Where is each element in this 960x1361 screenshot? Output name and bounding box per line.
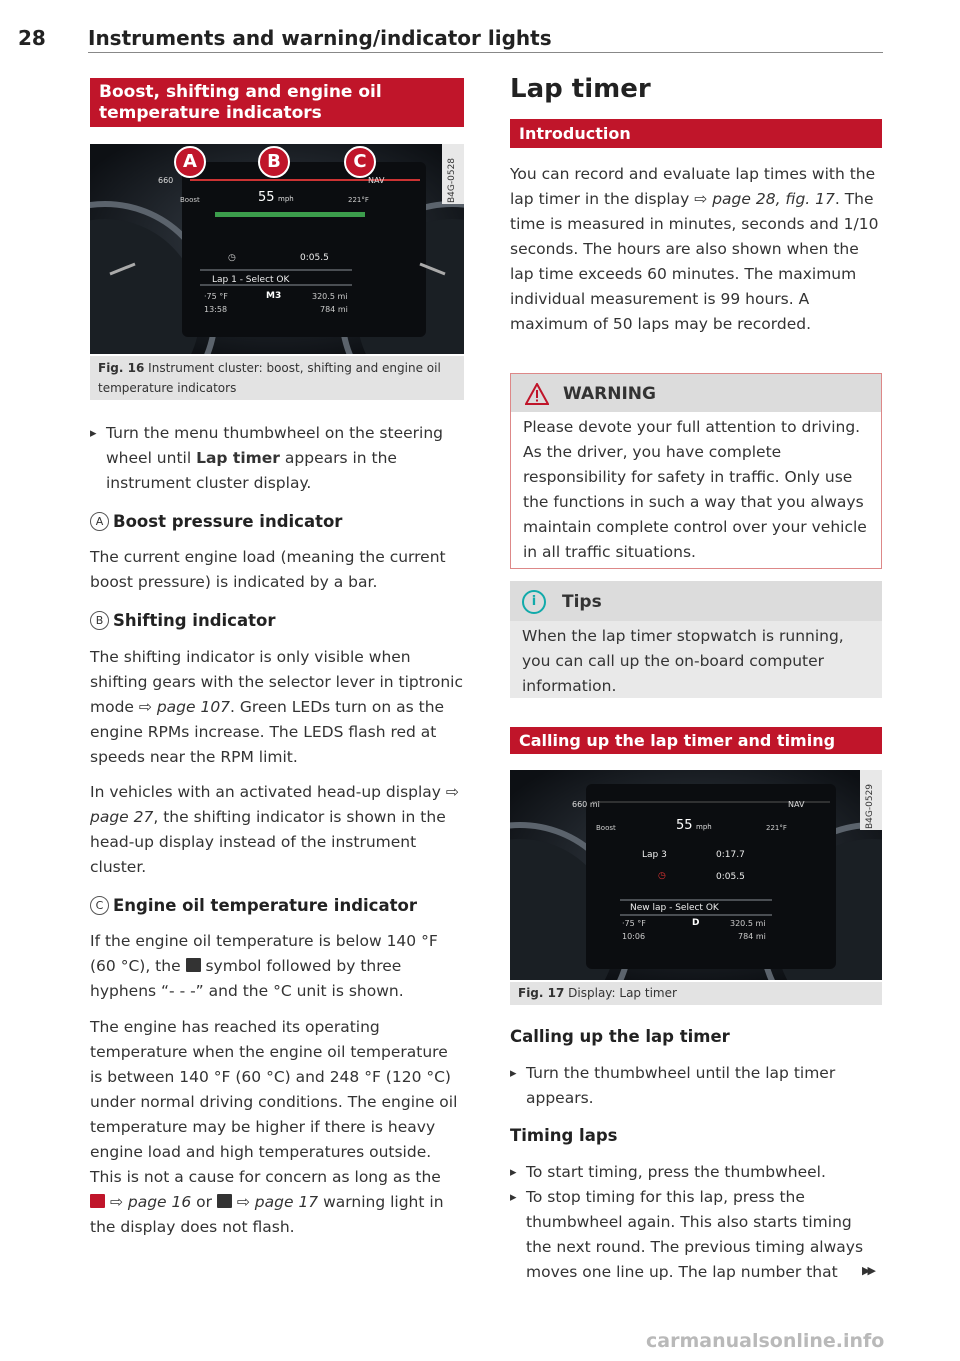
outside-temp: ·75 °F	[622, 919, 646, 928]
nav-label: NAV	[368, 176, 385, 185]
coolant-temp: 221°F	[766, 824, 787, 832]
caption-text: Instrument cluster: boost, shifting and engine oil temperature indicators	[98, 361, 441, 395]
odometer-value: 784 mi	[738, 932, 766, 941]
figure-17-caption	[510, 982, 882, 1005]
clock-value: 13:58	[204, 305, 228, 314]
gear-indicator: D	[692, 918, 700, 928]
running-header: Instruments and warning/indicator lights	[88, 26, 552, 50]
para-boost: The current engine load (meaning the current boost pressure) is indicated by a bar.	[90, 548, 446, 591]
lap-timer-title: Lap timer	[510, 74, 651, 104]
figure-17	[510, 770, 882, 980]
outside-temp: ·75 °F	[204, 292, 228, 301]
heading-oil-temp: C Engine oil temperature indicator	[90, 896, 464, 915]
figure-code: B4G-0529	[865, 783, 875, 829]
heading-boost-pressure: A Boost pressure indicator	[90, 512, 464, 531]
warning-header	[511, 374, 881, 412]
boost-badge: 660	[158, 176, 174, 185]
para-shifting-1: The shifting indicator is only visible when shifting gears with the selector lever in tiptronic mode ⇨ page 107. Green LEDs turn on as the engine RPMs increase. The LEDS flash red at speeds near the RPM limit.	[90, 648, 463, 766]
step-stop-timing: ▸ To stop timing for this lap, press the thumbwheel again. This also starts timing the next round. The previous timing always moves one line up. The lap number that	[510, 1185, 882, 1285]
section-bar-calling-up: Calling up the lap timer and timing	[510, 727, 882, 754]
timer-value: 0:05.5	[716, 872, 745, 882]
step-calling-up: ▸ Turn the thumbwheel until the lap timer appears.	[510, 1061, 882, 1111]
step-start-timing: ▸ To start timing, press the thumbwheel.	[510, 1160, 882, 1185]
para-shifting-2: In vehicles with an activated head-up display ⇨ page 27, the shifting indicator is shown in the head-up display instead of the instrument cluster.	[90, 783, 459, 876]
boost-label: Boost	[180, 196, 200, 204]
heading-timing-laps: Timing laps	[510, 1126, 618, 1145]
tips-header	[510, 581, 882, 621]
section-bar-boost: Boost, shifting and engine oil temperature indicators	[90, 78, 464, 127]
continue-arrow-icon: ▶▶	[862, 1264, 873, 1277]
section-bar-introduction: Introduction	[510, 119, 882, 148]
clock-value: 10:06	[622, 932, 646, 941]
oil-temp-warning-icon	[217, 1194, 232, 1208]
nav-label: NAV	[788, 800, 805, 809]
caption-text: Display: Lap timer	[568, 986, 677, 1000]
warning-triangle-icon	[525, 383, 549, 405]
callout-a: A	[174, 146, 206, 178]
menu-text: New lap - Select OK	[630, 903, 719, 913]
lap-label: Lap 3	[642, 850, 667, 860]
speed-value: 55	[676, 818, 693, 833]
speed-unit: mph	[278, 195, 294, 203]
red-oil-warning-icon	[90, 1194, 105, 1208]
warning-title: WARNING	[563, 384, 656, 404]
trip-value: 320.5 mi	[312, 292, 348, 301]
odometer-value: 784 mi	[320, 305, 348, 314]
trip-value: 320.5 mi	[730, 919, 766, 928]
figure-code: B4G-0528	[447, 157, 457, 203]
figure-16-caption	[90, 356, 464, 400]
gear-indicator: M3	[266, 291, 282, 301]
callout-b: B	[258, 146, 290, 178]
timer-value: 0:05.5	[300, 253, 329, 263]
warning-box	[510, 373, 882, 569]
watermark: carmanualsonline.info	[646, 1330, 885, 1352]
heading-calling-up: Calling up the lap timer	[510, 1027, 730, 1046]
header-rule	[88, 52, 883, 53]
info-icon: i	[522, 590, 546, 614]
callout-c: C	[344, 146, 376, 178]
speed-value: 55	[258, 190, 275, 205]
lap-time: 0:17.7	[716, 850, 745, 860]
para-oil-1: If the engine oil temperature is below 140 °F (60 °C), the symbol followed by three hyphens “- - -” and the °C unit is shown.	[90, 932, 438, 1000]
page-number: 28	[18, 26, 46, 50]
warning-text: Please devote your full attention to driving. As the driver, you have complete responsibility for safety in traffic. Only use the functions in such a way that you always maintain complete control over your vehicle in all traffic situations.	[523, 418, 867, 561]
caption-label: Fig. 17	[518, 986, 565, 1000]
speed-unit: mph	[696, 823, 712, 831]
stopwatch-icon: ◷	[658, 871, 666, 881]
boost-label: Boost	[596, 824, 616, 832]
figure-16	[90, 144, 464, 354]
step-lap-timer: ▸ Turn the menu thumbwheel on the steering wheel until Lap timer appears in the instrument cluster display.	[90, 421, 464, 496]
boost-badge: 660 mi	[572, 800, 600, 809]
tips-text: When the lap timer stopwatch is running, you can call up the on-board computer information.	[522, 627, 844, 695]
para-oil-2: The engine has reached its operating temperature when the engine oil temperature is between 140 °F (60 °C) and 248 °F (120 °C) under normal driving conditions. The engine oil temperature may be higher if there is heavy engine load and high temperatures outside. This is not a cause for concern as long as the ⇨ page 16 or ⇨ page 17 warning light in the display does not flash.	[90, 1018, 458, 1236]
tips-title: Tips	[562, 592, 602, 612]
para-introduction: You can record and evaluate lap times with the lap timer in the display ⇨ page 28, fig. 17. The time is measured in minutes, seconds and 1/10 seconds. The hours are also shown when the lap time exceeds 60 minutes. The maximum individual measurement is 99 hours. A maximum of 50 laps may be recorded.	[510, 165, 879, 333]
tips-box	[510, 581, 882, 698]
stopwatch-icon: ◷	[228, 253, 236, 263]
coolant-temp: 221°F	[348, 196, 369, 204]
oil-temp-symbol-icon	[186, 958, 201, 972]
heading-shifting: B Shifting indicator	[90, 611, 464, 630]
menu-text: Lap 1 - Select OK	[212, 275, 290, 285]
cluster-illustration-17	[510, 770, 882, 980]
caption-label: Fig. 16	[98, 361, 145, 375]
